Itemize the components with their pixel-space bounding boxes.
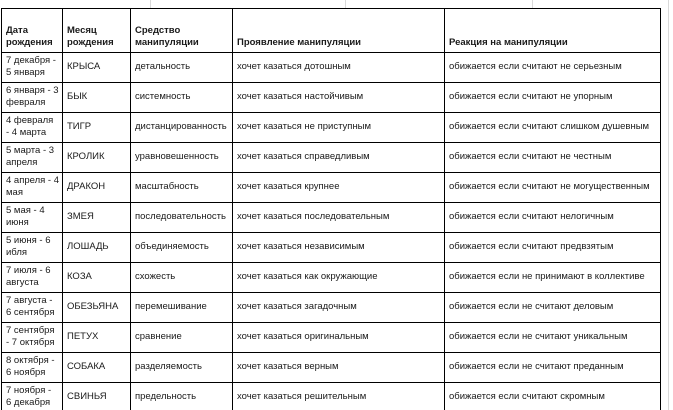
cell-birth-month: КРЫСА bbox=[63, 53, 131, 83]
cell-birth-month: ДРАКОН bbox=[63, 173, 131, 203]
table-row bbox=[2, 353, 661, 383]
cell-manipulation-reaction: обижается если считают не честным bbox=[445, 143, 661, 173]
cell-manipulation-reaction: обижается если считают слишком душевным bbox=[445, 113, 661, 143]
table-row bbox=[2, 293, 661, 323]
cell-manipulation-manifestation: хочет казаться не приступным bbox=[233, 113, 445, 143]
header-manipulation-means: Средство манипуляции bbox=[131, 9, 233, 53]
cell-birth-date: 7 декабря - 5 января bbox=[2, 53, 63, 83]
gridline-top-1 bbox=[150, 0, 151, 8]
cell-birth-date: 6 января - 3 февраля bbox=[2, 83, 63, 113]
cell-manipulation-manifestation: хочет казаться загадочным bbox=[233, 293, 445, 323]
cell-manipulation-manifestation: хочет казаться верным bbox=[233, 353, 445, 383]
cell-manipulation-reaction: обижается если считают скромным bbox=[445, 383, 661, 410]
cell-birth-date: 4 февраля - 4 марта bbox=[2, 113, 63, 143]
cell-birth-month: ЛОШАДЬ bbox=[63, 233, 131, 263]
cell-manipulation-reaction: обижается если считают не упорным bbox=[445, 83, 661, 113]
header-birth-month: Месяц рождения bbox=[63, 9, 131, 53]
table-header-row bbox=[2, 9, 661, 53]
table-row bbox=[2, 143, 661, 173]
cell-birth-month: ОБЕЗЬЯНА bbox=[63, 293, 131, 323]
cell-birth-month: БЫК bbox=[63, 83, 131, 113]
cell-manipulation-reaction: обижается если не считают уникальным bbox=[445, 323, 661, 353]
cell-manipulation-means: схожесть bbox=[131, 263, 233, 293]
cell-manipulation-means: разделяемость bbox=[131, 353, 233, 383]
table-body bbox=[2, 53, 661, 410]
cell-manipulation-means: детальность bbox=[131, 53, 233, 83]
cell-birth-month: СОБАКА bbox=[63, 353, 131, 383]
cell-manipulation-manifestation: хочет казаться дотошным bbox=[233, 53, 445, 83]
cell-birth-month: КРОЛИК bbox=[63, 143, 131, 173]
table-row bbox=[2, 263, 661, 293]
cell-manipulation-reaction: обижается если не считают преданным bbox=[445, 353, 661, 383]
table-row bbox=[2, 233, 661, 263]
cell-birth-month: КОЗА bbox=[63, 263, 131, 293]
zodiac-manipulation-table bbox=[1, 8, 661, 410]
cell-birth-date: 7 июля - 6 августа bbox=[2, 263, 63, 293]
cell-manipulation-manifestation: хочет казаться оригинальным bbox=[233, 323, 445, 353]
gridline-top-3 bbox=[532, 0, 533, 8]
table-row bbox=[2, 323, 661, 353]
cell-birth-date: 5 июня - 6 ибля bbox=[2, 233, 63, 263]
cell-manipulation-reaction: обижается если считают не могущественным bbox=[445, 173, 661, 203]
cell-manipulation-means: перемешивание bbox=[131, 293, 233, 323]
cell-manipulation-means: сравнение bbox=[131, 323, 233, 353]
cell-birth-date: 7 ноября - 6 декабря bbox=[2, 383, 63, 410]
cell-manipulation-manifestation: хочет казаться справедливым bbox=[233, 143, 445, 173]
cell-manipulation-means: предельность bbox=[131, 383, 233, 410]
header-birth-date: Дата рождения bbox=[2, 9, 63, 53]
cell-manipulation-means: дистанцированность bbox=[131, 113, 233, 143]
cell-manipulation-reaction: обижается если считают нелогичным bbox=[445, 203, 661, 233]
cell-birth-month: ТИГР bbox=[63, 113, 131, 143]
table-row bbox=[2, 173, 661, 203]
cell-manipulation-reaction: обижается если не принимают в коллективе bbox=[445, 263, 661, 293]
cell-manipulation-reaction: обижается если считают не серьезным bbox=[445, 53, 661, 83]
cell-manipulation-means: объединяемость bbox=[131, 233, 233, 263]
cell-birth-date: 8 октября - 6 ноября bbox=[2, 353, 63, 383]
cell-manipulation-means: системность bbox=[131, 83, 233, 113]
header-manipulation-reaction: Реакция на манипуляции bbox=[445, 9, 661, 53]
cell-manipulation-manifestation: хочет казаться крупнее bbox=[233, 173, 445, 203]
cell-birth-month: ПЕТУХ bbox=[63, 323, 131, 353]
cell-birth-date: 4 апреля - 4 мая bbox=[2, 173, 63, 203]
cell-birth-date: 5 мая - 4 июня bbox=[2, 203, 63, 233]
cell-manipulation-reaction: обижается если не считают деловым bbox=[445, 293, 661, 323]
cell-birth-date: 5 марта - 3 апреля bbox=[2, 143, 63, 173]
cell-manipulation-manifestation: хочет казаться последовательным bbox=[233, 203, 445, 233]
cell-birth-month: ЗМЕЯ bbox=[63, 203, 131, 233]
table-row bbox=[2, 113, 661, 143]
table-row bbox=[2, 383, 661, 410]
cell-manipulation-manifestation: хочет казаться решительным bbox=[233, 383, 445, 410]
gridline-top-2 bbox=[345, 0, 346, 8]
table-row bbox=[2, 203, 661, 233]
cell-manipulation-reaction: обижается если считают предвзятым bbox=[445, 233, 661, 263]
cell-manipulation-means: уравновешенность bbox=[131, 143, 233, 173]
cell-birth-date: 7 августа - 6 сентября bbox=[2, 293, 63, 323]
cell-birth-month: СВИНЬЯ bbox=[63, 383, 131, 410]
cell-manipulation-means: масштабность bbox=[131, 173, 233, 203]
table-row bbox=[2, 53, 661, 83]
header-manipulation-manifestation: Проявление манипуляции bbox=[233, 9, 445, 53]
cell-manipulation-means: последовательность bbox=[131, 203, 233, 233]
cell-manipulation-manifestation: хочет казаться независимым bbox=[233, 233, 445, 263]
cell-manipulation-manifestation: хочет казаться как окружающие bbox=[233, 263, 445, 293]
cell-birth-date: 7 сентября - 7 октября bbox=[2, 323, 63, 353]
gridline-right bbox=[668, 0, 669, 410]
cell-manipulation-manifestation: хочет казаться настойчивым bbox=[233, 83, 445, 113]
table-row bbox=[2, 83, 661, 113]
